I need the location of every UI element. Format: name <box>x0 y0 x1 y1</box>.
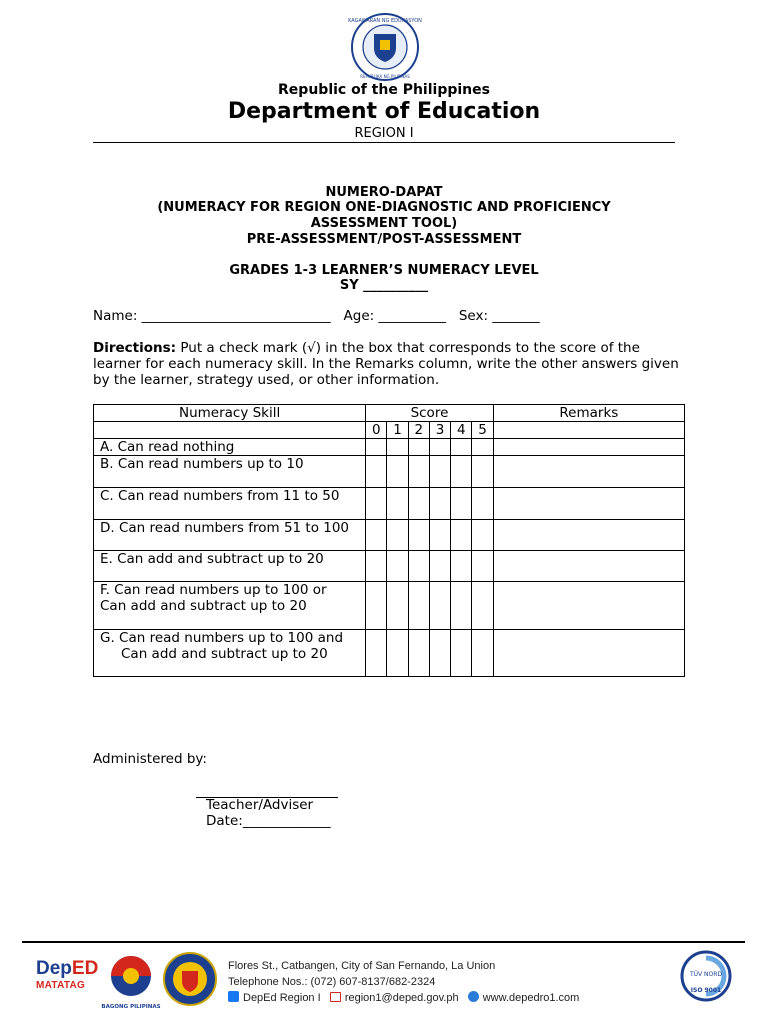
table-row <box>94 456 685 488</box>
score-box[interactable] <box>472 582 493 630</box>
score-box[interactable] <box>472 488 493 520</box>
score-box[interactable] <box>451 439 472 456</box>
score-box[interactable] <box>408 439 429 456</box>
footer-address: Flores St., Catbangen, City of San Fernando, La Union <box>228 960 496 972</box>
score-subheader-row <box>94 422 685 439</box>
remarks-cell[interactable] <box>493 439 684 456</box>
skill-g-line-1: G. Can read numbers up to 100 and <box>100 630 344 646</box>
table-row <box>94 439 685 456</box>
remarks-cell[interactable] <box>493 456 684 488</box>
date-field[interactable]: Date:_____________ <box>206 813 331 829</box>
score-box[interactable] <box>408 488 429 520</box>
score-box[interactable] <box>387 488 408 520</box>
footer-telephone: Telephone Nos.: (072) 607-8137/682-2324 <box>228 976 436 988</box>
deped-logo-wordmark <box>36 958 99 980</box>
score-box[interactable] <box>429 630 450 677</box>
score-box[interactable] <box>451 551 472 582</box>
score-box[interactable] <box>429 582 450 630</box>
bagong-pilipinas-logo <box>101 952 161 1012</box>
seal-bottom-text: REPUBLIKA NG PILIPINAS <box>360 74 410 79</box>
seal-top-text: KAGAWARAN NG EDUKASYON <box>348 18 422 24</box>
score-box[interactable] <box>387 582 408 630</box>
deped-logo-ed: ED <box>71 958 99 979</box>
footer-contact-info <box>228 958 579 1006</box>
skill-e: E. Can add and subtract up to 20 <box>94 551 366 582</box>
score-3-header: 3 <box>429 422 450 439</box>
footer-facebook-link[interactable]: DepEd Region I <box>243 992 321 1004</box>
table-row <box>94 630 685 677</box>
administered-by-label: Administered by: <box>93 751 207 767</box>
bagong-pilipinas-text: BAGONG PILIPINAS <box>101 1004 161 1010</box>
skill-d: D. Can read numbers from 51 to 100 <box>94 520 366 551</box>
score-box[interactable] <box>472 630 493 677</box>
region-i-seal-logo <box>162 951 218 1007</box>
deped-logo-dep: Dep <box>36 958 72 979</box>
score-box[interactable] <box>408 551 429 582</box>
skill-c: C. Can read numbers from 11 to 50 <box>94 488 366 520</box>
score-box[interactable] <box>451 630 472 677</box>
header-remarks: Remarks <box>493 405 684 422</box>
score-2-header: 2 <box>408 422 429 439</box>
skill-g <box>94 630 366 677</box>
footer-divider <box>22 941 745 943</box>
email-icon <box>330 992 341 1002</box>
score-box[interactable] <box>451 520 472 551</box>
skill-g-line-2: Can add and subtract up to 20 <box>121 646 328 662</box>
score-box[interactable] <box>366 582 387 630</box>
score-box[interactable] <box>387 439 408 456</box>
score-box[interactable] <box>387 551 408 582</box>
skill-f-line-1: F. Can read numbers up to 100 or <box>100 582 327 598</box>
score-box[interactable] <box>387 630 408 677</box>
score-box[interactable] <box>472 520 493 551</box>
iso-text: ISO 9001 <box>690 987 722 994</box>
title-line-5: GRADES 1-3 LEARNER’S NUMERACY LEVEL <box>229 263 539 278</box>
remarks-subheader <box>493 422 684 439</box>
score-5-header: 5 <box>472 422 493 439</box>
remarks-cell[interactable] <box>493 582 684 630</box>
table-header-row <box>94 405 685 422</box>
score-box[interactable] <box>429 456 450 488</box>
globe-icon <box>468 991 479 1002</box>
score-box[interactable] <box>429 488 450 520</box>
score-box[interactable] <box>429 439 450 456</box>
score-box[interactable] <box>451 488 472 520</box>
footer-links-row <box>228 990 579 1006</box>
table-row <box>94 551 685 582</box>
score-box[interactable] <box>366 456 387 488</box>
title-line-4: PRE-ASSESSMENT/POST-ASSESSMENT <box>246 232 522 247</box>
footer-website-link[interactable]: www.depedro1.com <box>482 992 580 1004</box>
department-heading: Department of Education <box>227 99 541 124</box>
deped-seal-logo <box>350 12 420 82</box>
score-box[interactable] <box>366 551 387 582</box>
score-box[interactable] <box>451 582 472 630</box>
score-box[interactable] <box>387 456 408 488</box>
score-box[interactable] <box>366 520 387 551</box>
teacher-adviser-label: Teacher/Adviser <box>206 797 314 813</box>
table-row <box>94 582 685 630</box>
remarks-cell[interactable] <box>493 630 684 677</box>
table-row <box>94 520 685 551</box>
skill-b: B. Can read numbers up to 10 <box>94 456 366 488</box>
facebook-icon <box>228 991 239 1002</box>
score-box[interactable] <box>408 582 429 630</box>
remarks-cell[interactable] <box>493 551 684 582</box>
directions-text: Put a check mark (√) in the box that corresponds to the score of the learner for each numeracy skill. In the Remarks column, write the other answers given by the learner, strategy used, or other information. <box>93 340 679 388</box>
header-score: Score <box>366 405 494 422</box>
table-row <box>94 488 685 520</box>
score-box[interactable] <box>472 551 493 582</box>
deped-logo-matatag: MATATAG <box>36 980 86 991</box>
score-1-header: 1 <box>387 422 408 439</box>
school-year-field[interactable]: SY __________ <box>339 278 429 293</box>
score-box[interactable] <box>408 520 429 551</box>
score-box[interactable] <box>429 551 450 582</box>
title-line-3: ASSESSMENT TOOL) <box>310 216 458 231</box>
numeracy-skill-table <box>93 404 685 677</box>
region-heading: REGION I <box>354 126 414 141</box>
skill-f-line-2: Can add and subtract up to 20 <box>100 598 307 614</box>
score-box[interactable] <box>366 488 387 520</box>
score-box[interactable] <box>408 456 429 488</box>
iso-9001-certification-logo <box>678 950 734 1012</box>
directions-label: Directions: <box>93 340 177 356</box>
footer-email-link[interactable]: region1@deped.gov.ph <box>344 992 459 1004</box>
remarks-cell[interactable] <box>493 488 684 520</box>
remarks-cell[interactable] <box>493 520 684 551</box>
title-line-1: NUMERO-DAPAT <box>325 185 443 200</box>
deped-matatag-logo <box>36 958 99 1008</box>
score-box[interactable] <box>366 439 387 456</box>
skill-a: A. Can read nothing <box>94 439 366 456</box>
header-numeracy-skill: Numeracy Skill <box>94 405 366 422</box>
score-box[interactable] <box>472 439 493 456</box>
score-4-header: 4 <box>451 422 472 439</box>
skill-f <box>94 582 366 630</box>
score-box[interactable] <box>472 456 493 488</box>
score-box[interactable] <box>429 520 450 551</box>
score-box[interactable] <box>387 520 408 551</box>
score-subheader-spacer <box>94 422 366 439</box>
title-line-2: (NUMERACY FOR REGION ONE-DIAGNOSTIC AND PROFICIENCY <box>157 200 611 215</box>
directions-paragraph <box>93 340 683 388</box>
score-box[interactable] <box>408 630 429 677</box>
republic-heading: Republic of the Philippines <box>278 82 490 98</box>
signature-line[interactable] <box>196 782 338 798</box>
score-box[interactable] <box>451 456 472 488</box>
score-box[interactable] <box>366 630 387 677</box>
tuv-nord-text: TÜV NORD <box>689 971 723 978</box>
header-divider <box>93 142 675 143</box>
score-0-header: 0 <box>366 422 387 439</box>
name-age-sex-row[interactable]: Name: ____________________________ Age: __________ Sex: _______ <box>93 308 540 324</box>
